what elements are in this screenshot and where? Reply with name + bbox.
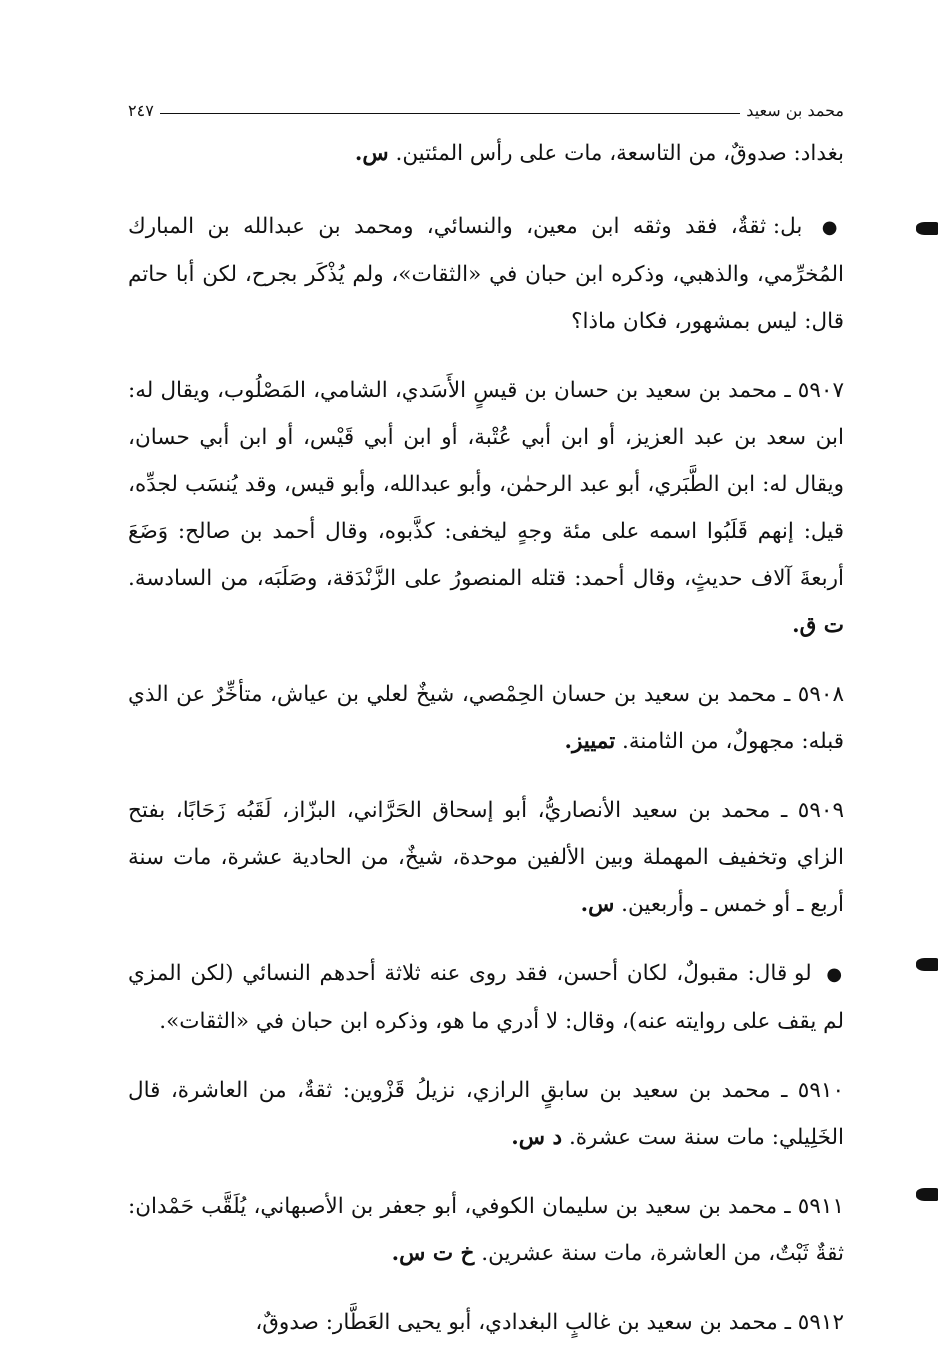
tab-mark-icon (916, 222, 938, 235)
entry-5907 (128, 367, 844, 649)
paragraph-text: ٥٩٠٧ ـ محمد بن سعيد بن حسان بن قيسٍ الأَسَدي، الشامي، المَصْلُوب، ويقال له: ابن سعد بن عبد العزيز، أو ابن أبي عُتْبة، أو ابن أبي قَيْس، أو ابن أبي حسان، ويقال له: ابن الطَّبَري، أبو عبد الرحمٰن، وأبو عبدالله، وأبو قيس، وقد يُنسَب لجدِّه، قيل: إنهم قَلَبُوا اسمه على مئة وجهٍ ليخفى: كذَّبوه، وقال أحمد بن صالح: وَضَعَ أربعةَ آلاف حديثٍ، وقال أحمد: قتله المنصورُ على الزَّنْدَقة، وصَلَبَه، من السادسة. (128, 378, 844, 591)
rijal-code: خ ت س. (391, 1241, 475, 1266)
entry-5912 (128, 1299, 844, 1346)
page (128, 92, 844, 1368)
paragraph-0 (128, 130, 844, 177)
header-rule (160, 113, 741, 114)
paragraph-text: ٥٩١٠ ـ محمد بن سعيد بن سابقٍ الرازي، نزيلُ قَزْوين: ثقةٌ، من العاشرة، قال الخَلِيلي: مات سنة ست عشرة. (128, 1078, 844, 1150)
entry-5909 (128, 787, 844, 928)
entry-5908 (128, 671, 844, 765)
paragraph-text: ٥٩١٢ ـ محمد بن سعيد بن غالبٍ البغدادي، أبو يحيى العَطَّار: صدوقٌ، (255, 1310, 844, 1335)
paragraph-1 (128, 203, 844, 345)
rijal-code: س. (354, 141, 389, 166)
rijal-code: د س. (511, 1125, 563, 1150)
bullet-icon: ● (826, 964, 844, 985)
rijal-code: ت ق. (792, 613, 844, 638)
paragraph-text: ٥٩١١ ـ محمد بن سعيد بن سليمان الكوفي، أبو جعفر بن الأصبهاني، يُلَقَّب حَمْدان: ثقةٌ ثَبْتٌ، من العاشرة، مات سنة عشرين. (128, 1194, 844, 1266)
paragraph-text: ٥٩٠٩ ـ محمد بن سعيد الأنصاريُّ، أبو إسحاق الحَرَّاني، البزّاز، لَقَبُه زَحَابًا، بفتح الزاي وتخفيف المهملة وبين الألفين موحدة، شيخٌ، من الحادية عشرة، مات سنة أربع ـ أو خمس ـ وأربعين. (128, 798, 844, 917)
paragraph-text: ٥٩٠٨ ـ محمد بن سعيد بن حسان الحِمْصي، شيخٌ لعلي بن عياش، متأخِّرٌ عن الذي قبله: مجهولٌ، من الثامنة. (128, 682, 844, 754)
bullet-icon: ● (821, 217, 844, 238)
page-number: ٢٤٧ (128, 101, 154, 120)
rijal-code: س. (580, 892, 615, 917)
paragraph-5 (128, 950, 844, 1045)
paragraph-text: لو قال: مقبولٌ، لكان أحسن، فقد روى عنه ثلاثة أحدهم النسائي (لكن المزي لم يقف على روايته عنه)، وقال: لا أدري ما هو، وذكره ابن حبان في «الثقات». (128, 961, 844, 1034)
entry-5910 (128, 1067, 844, 1161)
tab-mark-icon (916, 1188, 938, 1201)
header-title: محمد بن سعيد (746, 101, 844, 120)
tab-mark-icon (916, 958, 938, 971)
running-header (128, 92, 844, 120)
rijal-code: تمييز. (564, 729, 616, 754)
paragraph-text: بغداد: صدوقٌ، من التاسعة، مات على رأس المئتين. (395, 141, 844, 166)
entry-5911 (128, 1183, 844, 1277)
paragraph-text: بل: ثقةٌ، فقد وثقه ابن معين، والنسائي، ومحمد بن عبدالله بن المبارك المُخرِّمي، والذهبي، وذكره ابن حبان في «الثقات»، ولم يُذْكَر بجرح، لكن أبا حاتم قال: ليس بمشهور، فكان ماذا؟ (128, 214, 844, 334)
